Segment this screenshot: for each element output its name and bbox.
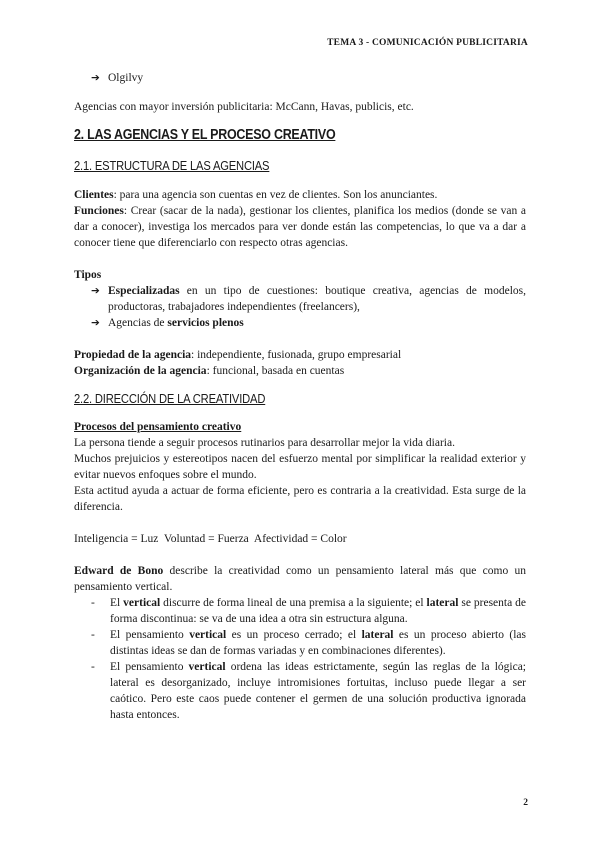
list-item — [74, 627, 526, 659]
list-item — [74, 70, 526, 86]
term-servicios-plenos: servicios plenos — [167, 317, 244, 329]
especializadas-text: en un tipo de cuestiones: boutique creativa, agencias de modelos, productoras, trabajadores independientes (freelancers), — [108, 285, 526, 313]
text-run: es un proceso abierto (las distintas ideas se dan de formas variadas y en combinaciones diferentes). — [110, 629, 526, 657]
page-number: 2 — [523, 798, 528, 808]
list-item-text — [110, 659, 526, 723]
list-item — [74, 315, 526, 331]
paragraph-funciones — [74, 203, 526, 251]
paragraph-agencies: Agencias con mayor inversión publicitaria: McCann, Havas, publicis, etc. — [74, 101, 414, 113]
paragraph-bono — [74, 563, 526, 595]
list-item — [74, 283, 526, 315]
right-arrow-icon: ➔ — [91, 72, 100, 84]
text-run: El pensamiento — [110, 661, 189, 673]
term-vertical: vertical — [188, 661, 226, 673]
procesos-label: Procesos del pensamiento creativo — [74, 421, 242, 433]
term-lateral: lateral — [426, 597, 459, 609]
term-propiedad: Propiedad de la agencia — [74, 349, 192, 361]
right-arrow-icon: ➔ — [91, 285, 100, 297]
equations-line: Inteligencia = Luz Voluntad = Fuerza Afectividad = Color — [74, 533, 347, 545]
servicios-prefix: Agencias de — [108, 317, 168, 329]
term-tipos: Tipos — [74, 269, 102, 281]
subsection-heading-creativity: 2.2. DIRECCIÓN DE LA CREATIVIDAD — [74, 391, 266, 406]
list-item-text: Olgilvy — [108, 72, 144, 84]
text-run: El pensamiento — [110, 629, 190, 641]
section-heading: 2. LAS AGENCIAS Y EL PROCESO CREATIVO — [74, 127, 336, 143]
list-item-text — [110, 627, 526, 659]
paragraph-clientes — [74, 187, 526, 203]
term-clientes: Clientes — [74, 189, 114, 201]
bono-text: describe la creatividad como un pensamiento lateral más que como un pensamiento vertical. — [74, 565, 526, 593]
propiedad-text: : independiente, fusionada, grupo empresarial — [191, 349, 402, 361]
term-vertical: vertical — [123, 597, 161, 609]
paragraph-organizacion — [74, 363, 526, 379]
text-run: se presenta de forma discontinua: se va de una idea a otra sin estructura alguna. — [110, 597, 526, 625]
list-item-text — [108, 315, 244, 331]
paragraph: La persona tiende a seguir procesos rutinarios para desarrollar mejor la vida diaria. — [74, 437, 455, 449]
term-vertical: vertical — [189, 629, 227, 641]
list-item-text — [108, 283, 526, 315]
text-run: ordena las ideas estrictamente, según las reglas de la lógica; lateral es desorganizado, incluye intromisiones fortuitas, incluso puede llegar a ser caótico. Pero este caos puede contener el germen de una solución productiva ignorada hasta entonces. — [110, 661, 526, 721]
page-content — [74, 70, 526, 723]
dash-bullet: - — [91, 597, 95, 609]
paragraph: Esta actitud ayuda a actuar de forma eficiente, pero es contraria a la creatividad. Esta surge de la diferencia. — [74, 485, 526, 513]
procesos-heading — [74, 419, 526, 435]
author-name: Edward de Bono — [74, 565, 164, 577]
clientes-definition: : para una agencia son cuentas en vez de clientes. Son los anunciantes. — [113, 189, 438, 201]
subsection-heading-structure: 2.1. ESTRUCTURA DE LAS AGENCIAS — [74, 158, 270, 173]
term-funciones: Funciones — [74, 205, 124, 217]
list-item-text — [110, 595, 526, 627]
list-item — [74, 659, 526, 723]
text-run: es un proceso cerrado; el — [226, 629, 362, 641]
right-arrow-icon: ➔ — [91, 317, 100, 329]
running-header: TEMA 3 - COMUNICACIÓN PUBLICITARIA — [327, 38, 528, 48]
paragraph-propiedad — [74, 347, 526, 363]
term-lateral: lateral — [361, 629, 394, 641]
funciones-definition: : Crear (sacar de la nada), gestionar los clientes, planifica los medios (donde se van a dar a conocer), investiga los mercados para ver donde están las competencias, lo que va a dar a conocer tiene que diferenciarlo con respecto otras agencias. — [74, 205, 526, 249]
term-especializadas: Especializadas — [108, 285, 180, 297]
term-organizacion: Organización de la agencia — [74, 365, 207, 377]
dash-bullet: - — [91, 661, 95, 673]
text-run: discurre de forma lineal de una premisa a la siguiente; el — [160, 597, 427, 609]
text-run: El — [110, 597, 124, 609]
dash-bullet: - — [91, 629, 95, 641]
organizacion-text: : funcional, basada en cuentas — [206, 365, 345, 377]
paragraph: Muchos prejuicios y estereotipos nacen del esfuerzo mental por simplificar la realidad exterior y evitar nuevos enfoques sobre el mundo. — [74, 453, 526, 481]
list-item — [74, 595, 526, 627]
